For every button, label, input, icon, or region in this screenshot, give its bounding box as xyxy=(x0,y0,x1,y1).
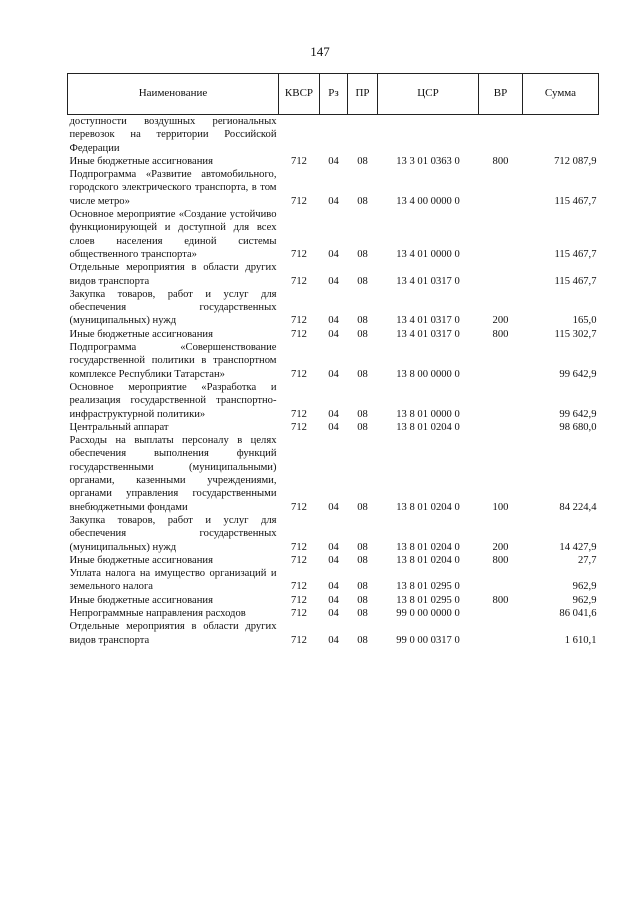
row-name: Иные бюджетные ассигнования xyxy=(69,554,213,566)
header-kvsr: КВСР xyxy=(279,74,320,115)
table-row xyxy=(68,341,599,381)
table-row xyxy=(68,155,599,168)
row-name: Подпрограмма «Совершенствование государственной политики в транспортном комплексе Республики Татарстан» xyxy=(69,342,277,380)
row-pr: 08 xyxy=(357,594,368,606)
row-rz: 04 xyxy=(328,195,339,207)
row-vr: 800 xyxy=(492,328,509,340)
row-kvsr: 712 xyxy=(291,155,307,167)
row-rz: 04 xyxy=(328,248,339,260)
row-kvsr: 712 xyxy=(291,328,307,340)
row-pr: 08 xyxy=(357,408,368,420)
table-body xyxy=(68,115,599,647)
row-sum xyxy=(523,115,599,155)
row-pr: 08 xyxy=(357,421,368,433)
table-row xyxy=(68,607,599,620)
row-rz: 04 xyxy=(328,328,339,340)
row-sum: 115 467,7 xyxy=(554,248,597,260)
row-sum: 27,7 xyxy=(577,554,597,566)
row-name: Иные бюджетные ассигнования xyxy=(69,155,213,167)
row-rz: 04 xyxy=(328,541,339,553)
header-rz: Рз xyxy=(320,74,348,115)
row-kvsr: 712 xyxy=(291,594,307,606)
row-kvsr xyxy=(279,115,320,155)
row-sum: 962,9 xyxy=(572,594,597,606)
row-csr: 13 3 01 0363 0 xyxy=(396,155,460,167)
row-vr xyxy=(479,208,523,261)
row-rz: 04 xyxy=(328,421,339,433)
row-pr: 08 xyxy=(357,581,368,593)
row-rz: 04 xyxy=(328,607,339,619)
row-kvsr: 712 xyxy=(291,368,307,380)
row-name: Центральный аппарат xyxy=(69,421,169,433)
table-row xyxy=(68,168,599,208)
row-csr: 13 4 00 0000 0 xyxy=(396,195,460,207)
row-csr: 13 4 01 0317 0 xyxy=(396,275,460,287)
row-csr: 13 8 01 0204 0 xyxy=(396,554,460,566)
row-rz: 04 xyxy=(328,408,339,420)
row-pr: 08 xyxy=(357,155,368,167)
row-rz: 04 xyxy=(328,368,339,380)
row-kvsr: 712 xyxy=(291,634,307,646)
table-row xyxy=(68,208,599,261)
row-csr xyxy=(378,115,479,155)
row-name: Иные бюджетные ассигнования xyxy=(69,328,213,340)
header-csr: ЦСР xyxy=(378,74,479,115)
row-vr: 100 xyxy=(492,501,509,513)
table-row xyxy=(68,115,599,155)
row-vr: 800 xyxy=(492,155,509,167)
row-name: Отдельные мероприятия в области других видов транспорта xyxy=(69,262,277,287)
row-rz xyxy=(320,115,348,155)
row-kvsr: 712 xyxy=(291,541,307,553)
row-pr: 08 xyxy=(357,315,368,327)
row-rz: 04 xyxy=(328,594,339,606)
table-row xyxy=(68,620,599,647)
row-csr: 99 0 00 0317 0 xyxy=(396,634,460,646)
row-rz: 04 xyxy=(328,501,339,513)
row-kvsr: 712 xyxy=(291,248,307,260)
row-csr: 13 4 01 0317 0 xyxy=(396,328,460,340)
row-name: Закупка товаров, работ и услуг для обеспечения государственных (муниципальных) нужд xyxy=(69,514,277,553)
row-pr: 08 xyxy=(357,554,368,566)
row-pr: 08 xyxy=(357,501,368,513)
row-vr: 200 xyxy=(492,315,509,327)
table-row xyxy=(68,288,599,328)
row-sum: 165,0 xyxy=(572,315,597,327)
row-name: доступности воздушных региональных перевозок на территории Российской Федерации xyxy=(69,116,277,154)
row-kvsr: 712 xyxy=(291,195,307,207)
table-row xyxy=(68,594,599,607)
table-row xyxy=(68,567,599,594)
row-name: Основное мероприятие «Создание устойчиво функционирующей и доступной для всех слоев населения единой системы общественного транспорта» xyxy=(69,209,277,260)
row-pr: 08 xyxy=(357,248,368,260)
row-kvsr: 712 xyxy=(291,581,307,593)
table-row xyxy=(68,421,599,434)
row-csr: 13 4 01 0000 0 xyxy=(396,248,460,260)
row-vr: 800 xyxy=(492,594,509,606)
table-row xyxy=(68,381,599,421)
row-vr xyxy=(479,620,523,647)
row-sum: 99 642,9 xyxy=(559,408,597,420)
row-sum: 115 467,7 xyxy=(554,275,597,287)
row-rz: 04 xyxy=(328,275,339,287)
row-kvsr: 712 xyxy=(291,275,307,287)
row-csr: 13 8 01 0295 0 xyxy=(396,581,460,593)
row-sum: 115 467,7 xyxy=(554,195,597,207)
row-kvsr: 712 xyxy=(291,501,307,513)
row-vr xyxy=(479,115,523,155)
row-pr xyxy=(348,115,378,155)
row-sum: 962,9 xyxy=(572,581,597,593)
row-name: Закупка товаров, работ и услуг для обеспечения государственных (муниципальных) нужд xyxy=(69,288,277,327)
row-kvsr: 712 xyxy=(291,315,307,327)
row-name: Иные бюджетные ассигнования xyxy=(69,594,213,606)
row-vr xyxy=(479,607,523,620)
row-kvsr: 712 xyxy=(291,554,307,566)
row-csr: 13 8 01 0204 0 xyxy=(396,421,460,433)
row-rz: 04 xyxy=(328,155,339,167)
row-sum: 712 087,9 xyxy=(554,155,597,167)
row-kvsr: 712 xyxy=(291,421,307,433)
row-csr: 13 8 01 0204 0 xyxy=(396,501,460,513)
table-row xyxy=(68,261,599,288)
header-name: Наименование xyxy=(68,74,279,115)
row-pr: 08 xyxy=(357,634,368,646)
header-pr: ПР xyxy=(348,74,378,115)
row-csr: 13 8 01 0295 0 xyxy=(396,594,460,606)
header-sum: Сумма xyxy=(523,74,599,115)
row-csr: 99 0 00 0000 0 xyxy=(396,607,460,619)
row-pr: 08 xyxy=(357,368,368,380)
table-row xyxy=(68,434,599,514)
row-name: Отдельные мероприятия в области других видов транспорта xyxy=(69,621,277,646)
page-number: 147 xyxy=(310,44,330,59)
row-name: Расходы на выплаты персоналу в целях обеспечения выполнения функций государственными (муниципальными) органами, казенными учреждениями, органами управления государственными внебюджетными фондами xyxy=(69,435,277,513)
table-row xyxy=(68,554,599,567)
row-name: Уплата налога на имущество организаций и земельного налога xyxy=(69,568,277,593)
table-row xyxy=(68,514,599,554)
row-sum: 99 642,9 xyxy=(559,368,597,380)
row-sum: 14 427,9 xyxy=(559,541,597,553)
row-vr: 800 xyxy=(492,554,509,566)
row-rz: 04 xyxy=(328,315,339,327)
row-csr: 13 4 01 0317 0 xyxy=(396,315,460,327)
row-vr xyxy=(479,567,523,594)
row-sum: 115 302,7 xyxy=(554,328,597,340)
table-row xyxy=(68,328,599,341)
row-csr: 13 8 01 0000 0 xyxy=(396,408,460,420)
row-vr xyxy=(479,261,523,288)
row-kvsr: 712 xyxy=(291,408,307,420)
row-pr: 08 xyxy=(357,195,368,207)
row-vr xyxy=(479,381,523,421)
row-sum: 98 680,0 xyxy=(559,421,597,433)
row-name: Непрограммные направления расходов xyxy=(69,607,246,619)
row-vr xyxy=(479,341,523,381)
header-vr: ВР xyxy=(479,74,523,115)
row-name: Подпрограмма «Развитие автомобильного, городского электрического транспорта, в том числе метро» xyxy=(69,169,277,207)
row-rz: 04 xyxy=(328,554,339,566)
row-csr: 13 8 01 0204 0 xyxy=(396,541,460,553)
row-name: Основное мероприятие «Разработка и реализация государственной транспортно-инфраструктурной политики» xyxy=(69,381,277,420)
row-sum: 84 224,4 xyxy=(559,501,597,513)
row-vr xyxy=(479,168,523,208)
budget-table xyxy=(67,73,599,647)
row-rz: 04 xyxy=(328,581,339,593)
row-pr: 08 xyxy=(357,275,368,287)
row-pr: 08 xyxy=(357,541,368,553)
row-vr: 200 xyxy=(492,541,509,553)
row-sum: 1 610,1 xyxy=(564,634,597,646)
row-sum: 86 041,6 xyxy=(559,607,597,619)
row-kvsr: 712 xyxy=(291,607,307,619)
row-pr: 08 xyxy=(357,607,368,619)
row-vr xyxy=(479,421,523,434)
row-rz: 04 xyxy=(328,634,339,646)
table-header-row xyxy=(68,74,599,115)
row-pr: 08 xyxy=(357,328,368,340)
row-csr: 13 8 00 0000 0 xyxy=(396,368,460,380)
